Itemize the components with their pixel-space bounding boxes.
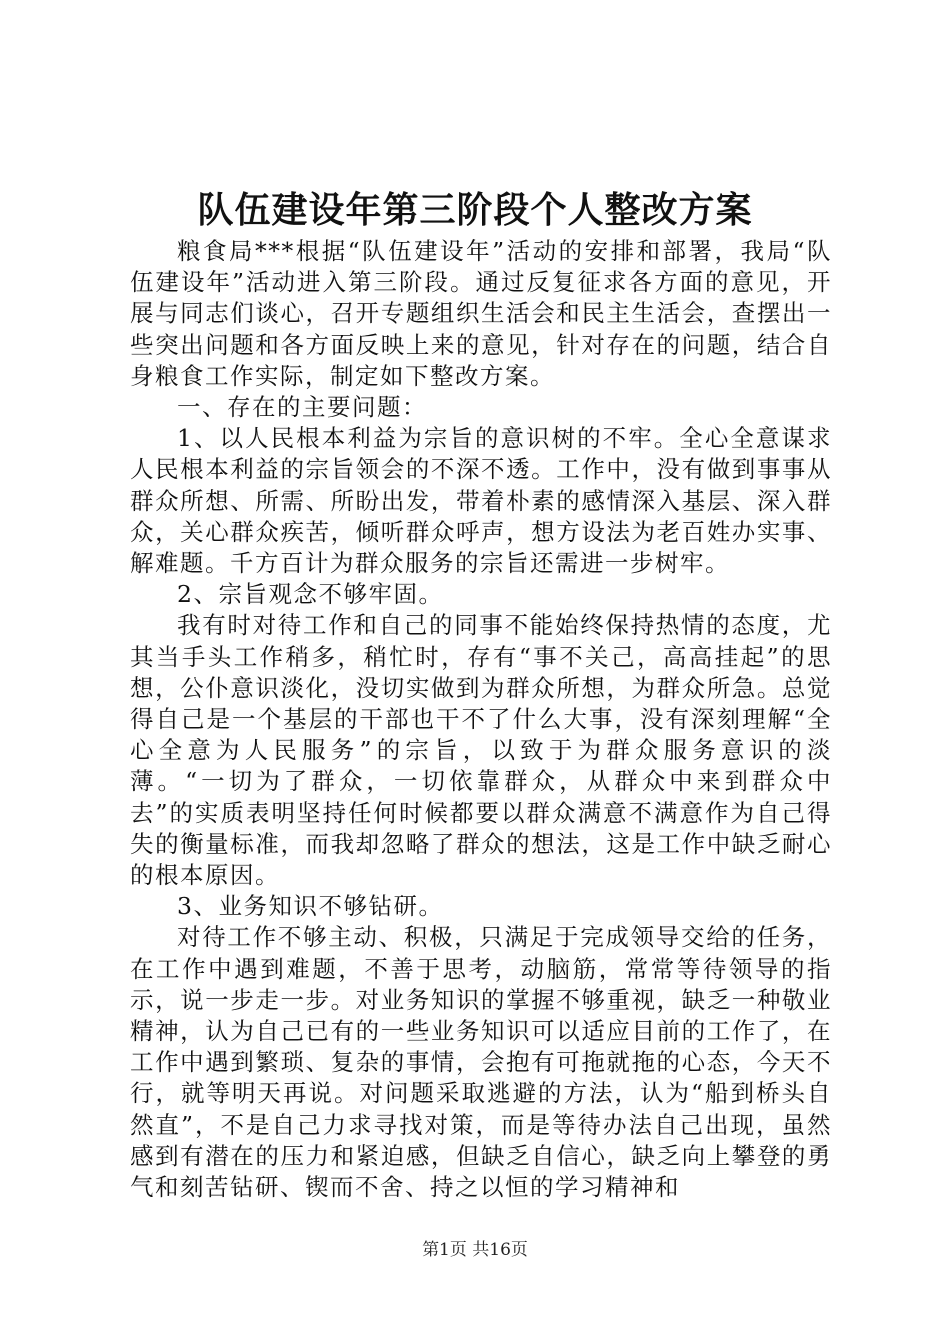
document-title: 队伍建设年第三阶段个人整改方案: [197, 189, 753, 231]
paragraph-item-3: 对待工作不够主动、积极，只满足于完成领导交给的任务，在工作中遇到难题，不善于思考，动脑筋，常常等待领导的指示，说一步走一步。对业务知识的掌握不够重视，缺乏一种敬业精神，认为自己已有的一些业务知识可以适应目前的工作了，在工作中遇到繁琐、复杂的事情，会抱有可拖就拖的心态，今天不行，就等明天再说。对问题采取逃避的方法，认为“船到桥头自然直”，不是自己力求寻找对策，而是等待办法自己出现，虽然感到有潜在的压力和紧迫感，但缺乏自信心，缺乏向上攀登的勇气和刻苦钻研、锲而不舍、持之以恒的学习精神和: [130, 923, 832, 1202]
section-heading-problems: 一、存在的主要问题：: [177, 393, 427, 422]
paragraph-intro: 粮食局***根据“队伍建设年”活动的安排和部署，我局“队伍建设年”活动进入第三阶段。通过反复征求各方面的意见，开展与同志们谈心，召开专题组织生活会和民主生活会，查摆出一些突出问题和各方面反映上来的意见，针对存在的问题，结合自身粮食工作实际，制定如下整改方案。: [130, 237, 832, 390]
document-body: [130, 236, 832, 1203]
item-heading-2: 2、宗旨观念不够牢固。: [177, 580, 444, 609]
page-footer: 第1页 共16页: [422, 1240, 528, 1260]
item-heading-3: 3、业务知识不够钻研。: [177, 892, 444, 921]
paragraph-item-1: 1、以人民根本利益为宗旨的意识树的不牢。全心全意谋求人民根本利益的宗旨领会的不深不透。工作中，没有做到事事从群众所想、所需、所盼出发，带着朴素的感情深入基层、深入群众，关心群众疾苦，倾听群众呼声，想方设法为老百姓办实事、解难题。千方百计为群众服务的宗旨还需进一步树牢。: [130, 424, 832, 578]
paragraph-item-2: 我有时对待工作和自己的同事不能始终保持热情的态度，尤其当手头工作稍多，稍忙时，存有“事不关己，高高挂起”的思想，公仆意识淡化，没切实做到为群众所想，为群众所急。总觉得自己是一个基层的干部也干不了什么大事，没有深刻理解“全心全意为人民服务”的宗旨，以致于为群众服务意识的淡薄。“一切为了群众，一切依靠群众，从群众中来到群众中去”的实质表明坚持任何时候都要以群众满意不满意作为自己得失的衡量标准，而我却忽略了群众的想法，这是工作中缺乏耐心的根本原因。: [130, 611, 832, 890]
